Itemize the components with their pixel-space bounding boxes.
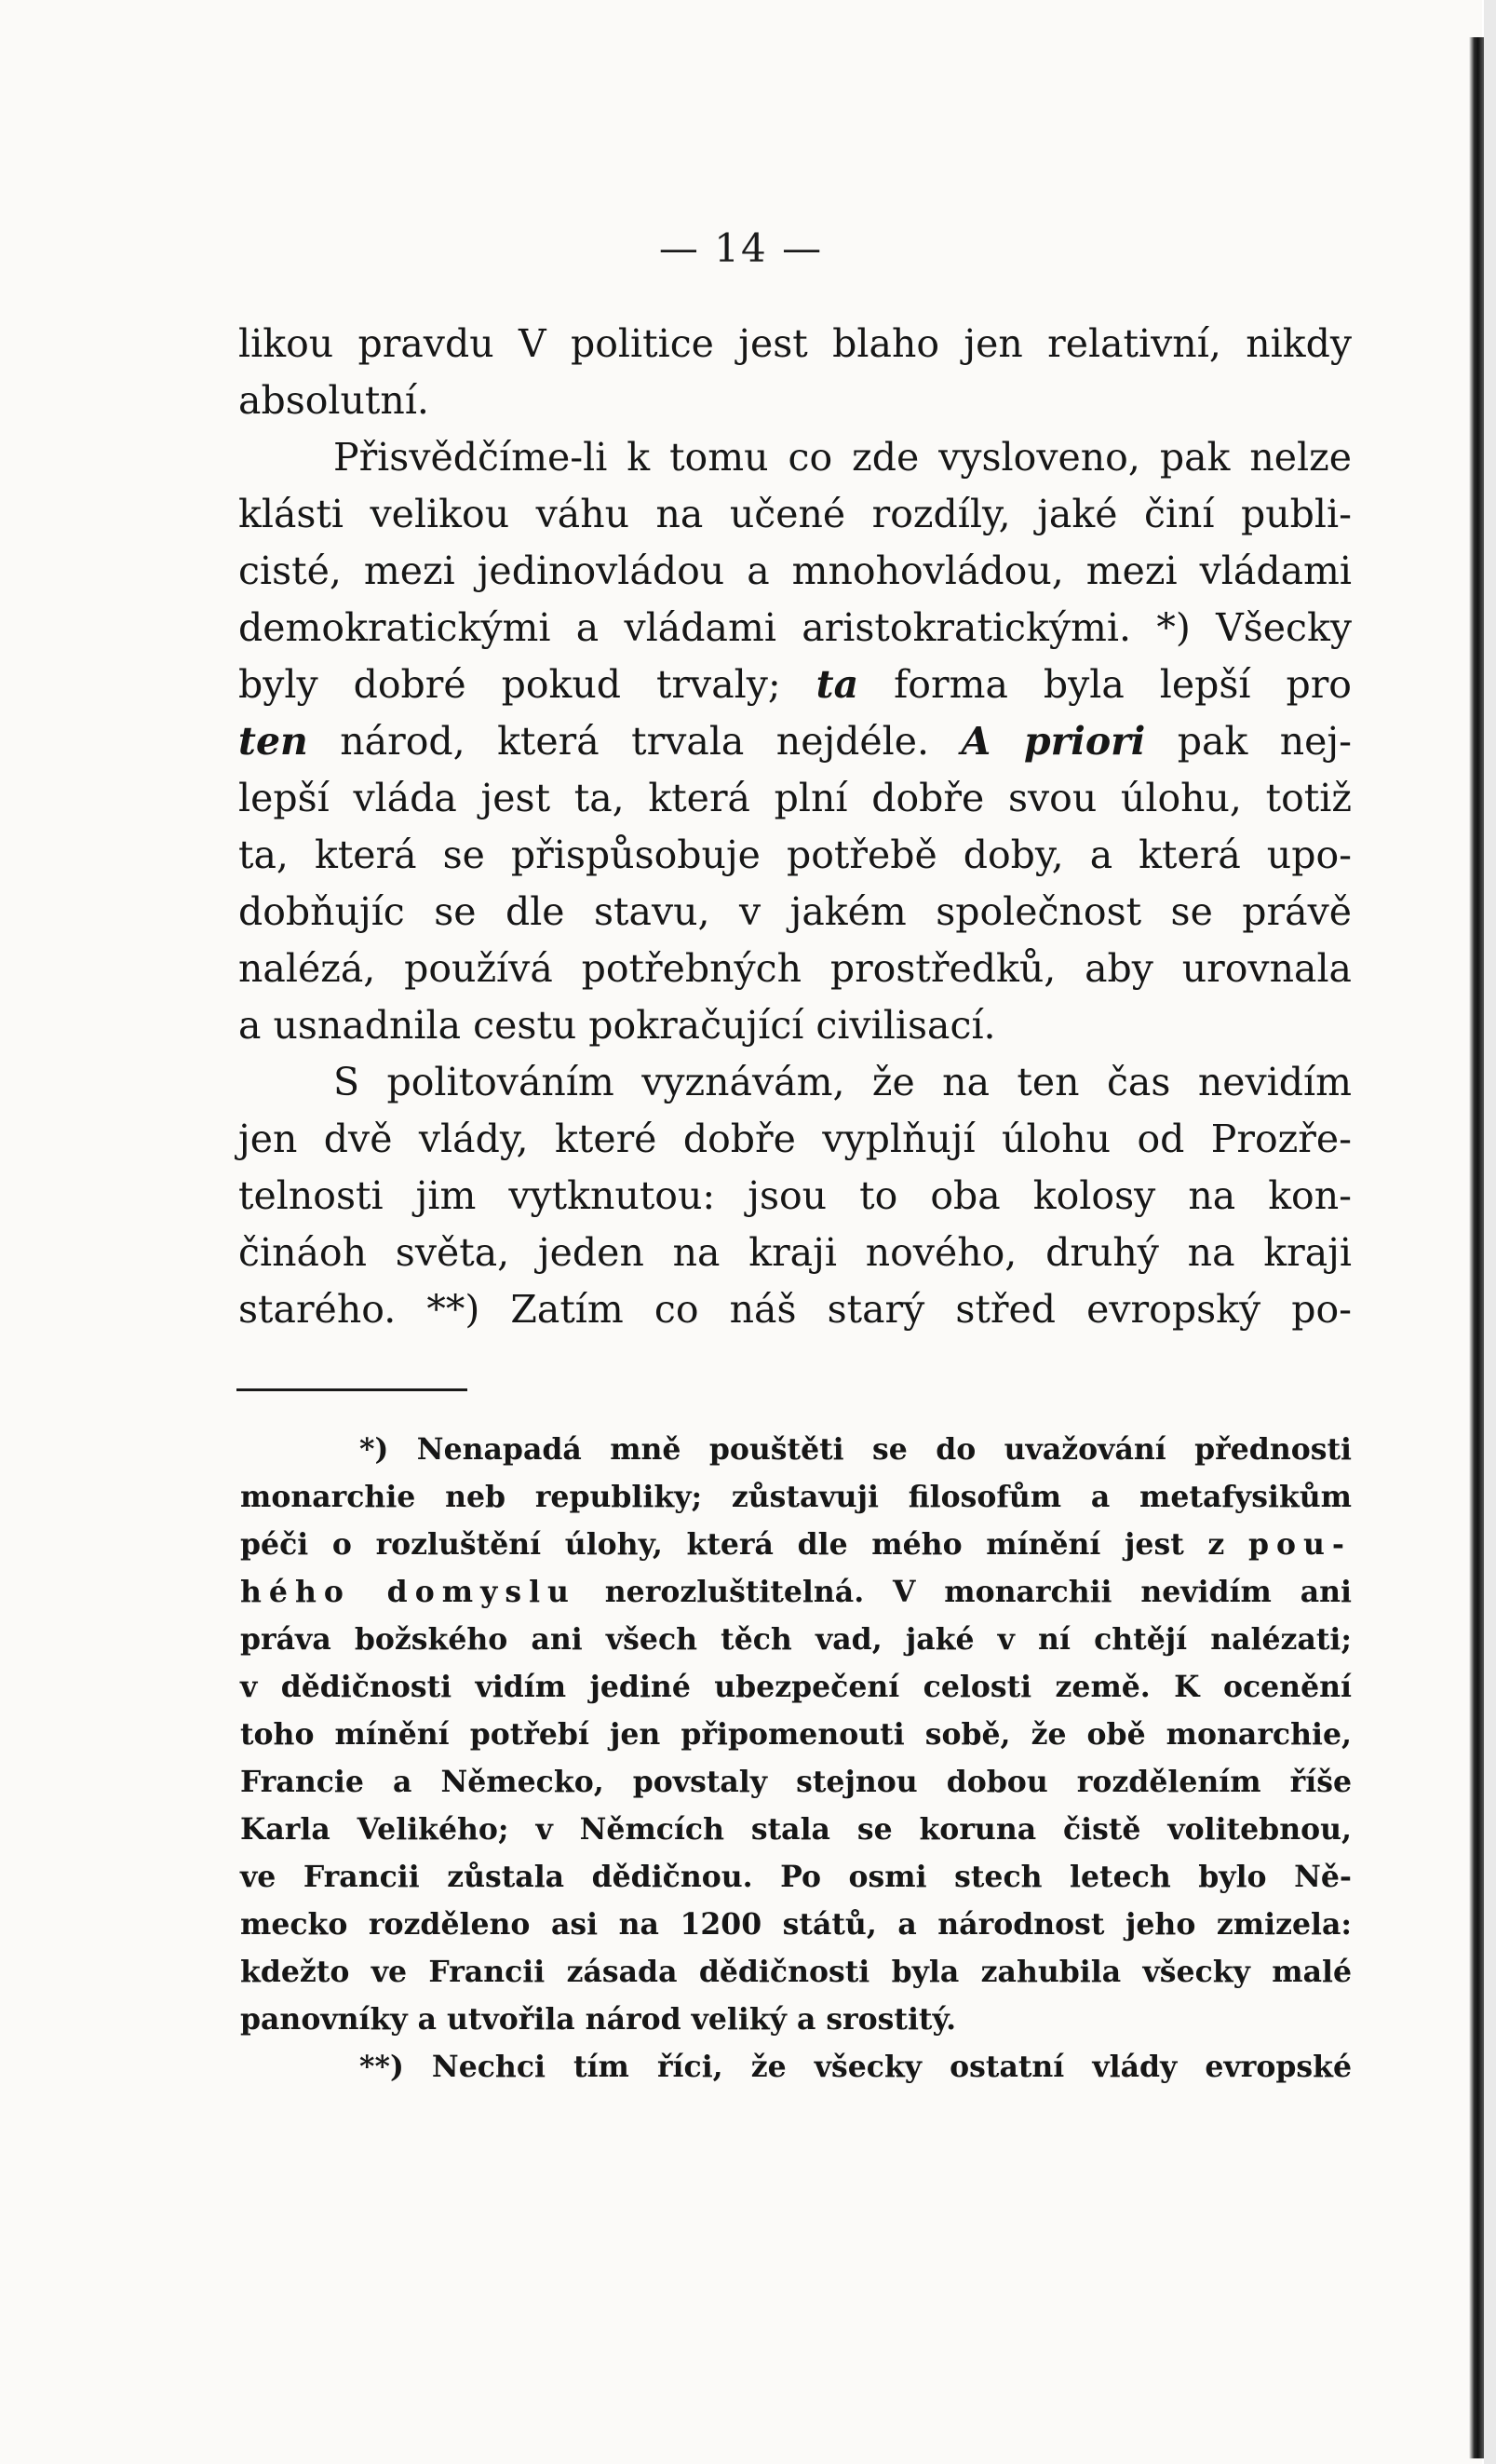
text-line: klásti velikou váhu na učené rozdíly, jaké činí publi- [238,492,1352,536]
scan-margin [1484,0,1496,2464]
page-edge-shadow [1469,37,1484,2458]
text-segment: péči o rozluštění úlohy, která dle mého mínění jest z [240,1527,1225,1562]
text-segment: nerozluštitelná. V monarchii nevidím ani [604,1575,1352,1609]
footnote-line: monarchie neb republiky; zůstavuji filosofům a metafysikům [240,1480,1352,1514]
footnote-line: práva božského ani všech těch vad, jaké v ní chtějí nalézati; [240,1622,1352,1657]
footnote-line: ve Francii zůstala dědičnou. Po osmi stech letech bylo Ně- [240,1860,1352,1894]
text-line [238,657,1352,713]
text-segment: forma byla lepší pro [894,662,1352,707]
text-line: jen dvě vlády, které dobře vyplňují úlohu od Prozře- [238,1117,1352,1161]
text-line: nalézá, používá potřebných prostředků, aby urovnala [238,946,1352,991]
text-line: ta, která se přispůsobuje potřebě doby, a která upo- [238,833,1352,877]
text-line: S politováním vyznávám, že na ten čas nevidím [333,1060,1352,1104]
text-line: absolutní. [238,378,429,423]
spaced-text: hého domyslu [240,1575,576,1609]
text-segment: národ, která trvala nejdéle. [340,719,930,764]
footnote-line [240,1568,1352,1616]
text-segment: pak nej- [1177,719,1352,764]
footnotes [240,1426,1352,2091]
footnote-line [240,1521,1352,1568]
footnote-line: Francie a Německo, povstaly stejnou dobou rozdělením říše [240,1765,1352,1799]
italic-phrase: A priori [961,719,1146,764]
footnote-line: toho mínění potřebí jen připomenouti sobě, že obě monarchie, [240,1717,1352,1752]
footnote-line: mecko rozděleno asi na 1200 států, a národnost jeho zmizela: [240,1907,1352,1942]
text-line: telnosti jim vytknutou: jsou to oba kolosy na kon- [238,1173,1352,1218]
text-line: cisté, mezi jedinovládou a mnohovládou, mezi vládami [238,548,1352,593]
text-line: čináoh světa, jeden na kraji nového, druhý na kraji [238,1230,1352,1275]
text-line: lepší vláda jest ta, která plní dobře svou úlohu, totiž [238,776,1352,820]
italic-word: ta [815,662,859,707]
footnote-line: v dědičnosti vidím jediné ubezpečení celosti země. K ocenění [240,1670,1352,1704]
main-text [238,316,1352,1338]
page-number: — 14 — [658,225,824,271]
text-line: starého. **) Zatím co náš starý střed evropský po- [238,1287,1352,1332]
italic-word: ten [238,719,308,764]
text-line: Přisvědčíme-li k tomu co zde vysloveno, pak nelze [333,435,1352,480]
text-segment: byly dobré pokud trvaly; [238,662,781,707]
footnote-line: Karla Velikého; v Němcích stala se koruna čistě volitebnou, [240,1812,1352,1847]
footnote-line: kdežto ve Francii zásada dědičnosti byla zahubila všecky malé [240,1955,1352,1989]
text-line: demokratickými a vládami aristokratickými. *) Všecky [238,605,1352,650]
footnote-line: panovníky a utvořila národ veliký a srostitý. [240,2002,957,2037]
footnote-divider [236,1388,467,1391]
text-line: likou pravdu V politice jest blaho jen relativní, nikdy [238,321,1352,366]
footnote-line: *) Nenapadá mně pouštěti se do uvažování přednosti [359,1432,1352,1467]
text-line: a usnadnila cestu pokračující civilisací. [238,1003,996,1048]
text-line [238,713,1352,770]
spaced-text: pou- [1247,1527,1352,1562]
text-line: dobňujíc se dle stavu, v jakém společnost se právě [238,889,1352,934]
footnote-line: **) Nechci tím říci, že všecky ostatní vlády evropské [359,2050,1352,2084]
